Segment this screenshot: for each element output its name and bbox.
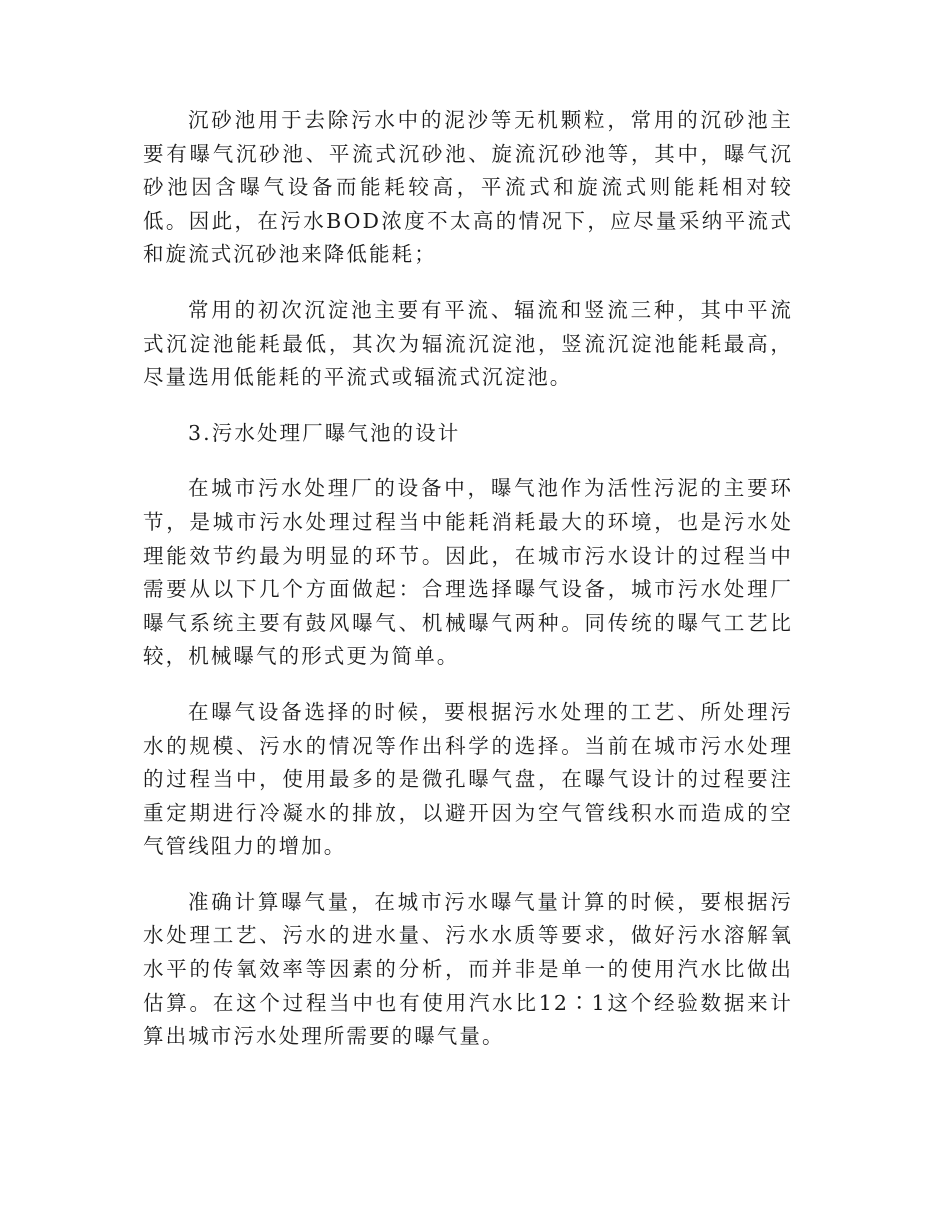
paragraph-aeration-equipment-selection: 在曝气设备选择的时候，要根据污水处理的工艺、所处理污水的规模、污水的情况等作出科学的选择。当前在城市污水处理的过程当中，使用最多的是微孔曝气盘，在曝气设计的过程要注重定期进行冷凝水的排放，以避开因为空气管线积水而造成的空气管线阻力的增加。 (143, 699, 793, 859)
paragraph-primary-sedimentation: 常用的初次沉淀池主要有平流、辐流和竖流三种，其中平流式沉淀池能耗最低，其次为辐流沉淀池，竖流沉淀池能耗最高，尽量选用低能耗的平流式或辐流式沉淀池。 (143, 297, 793, 390)
paragraph-aeration-calculation: 准确计算曝气量，在城市污水曝气量计算的时候，要根据污水处理工艺、污水的进水量、污水水质等要求，做好污水溶解氧水平的传氧效率等因素的分析，而并非是单一的使用汽水比做出估算。在这个过程当中也有使用汽水比12∶1这个经验数据来计算出城市污水处理所需要的曝气量。 (143, 889, 793, 1049)
paragraph-aeration-tank-design: 在城市污水处理厂的设备中，曝气池作为活性污泥的主要环节，是城市污水处理过程当中能耗消耗最大的环境，也是污水处理能效节约最为明显的环节。因此，在城市污水设计的过程当中需要从以下几个方面做起：合理选择曝气设备，城市污水处理厂曝气系统主要有鼓风曝气、机械曝气两种。同传统的曝气工艺比较，机械曝气的形式更为简单。 (143, 476, 793, 669)
paragraph-grit-chamber: 沉砂池用于去除污水中的泥沙等无机颗粒，常用的沉砂池主要有曝气沉砂池、平流式沉砂池、旋流沉砂池等，其中，曝气沉砂池因含曝气设备而能耗较高，平流式和旋流式则能耗相对较低。因此，在污水BOD浓度不太高的情况下，应尽量采纳平流式和旋流式沉砂池来降低能耗； (143, 108, 793, 267)
section-heading-aeration-tank: 3.污水处理厂曝气池的设计 (188, 420, 461, 445)
document-page (143, 104, 793, 1076)
